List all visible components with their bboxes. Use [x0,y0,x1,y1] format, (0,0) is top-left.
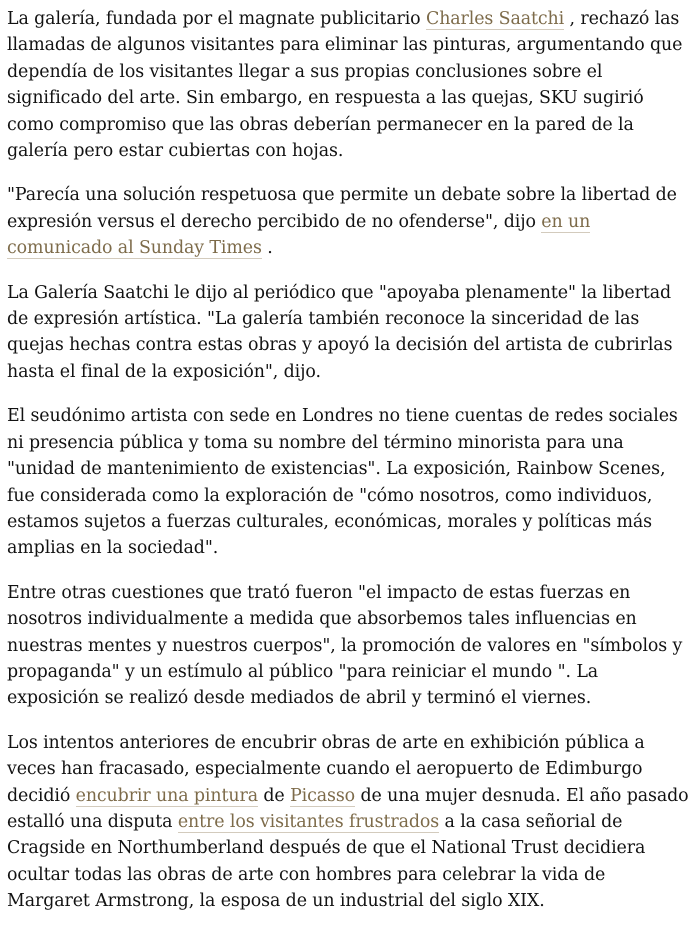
paragraph-previous-attempts [7,730,692,915]
paragraph-text: a la casa señorial de Cragside en Northumberland después de que el National Trust decidiera ocultar todas las obras de arte con hombres para celebrar la vida de Margaret Armstrong, la esposa de un industrial del siglo XIX. [7,811,646,912]
paragraph-quote-solution [7,182,692,261]
paragraph-exhibition-themes [7,580,692,712]
link-picasso[interactable]: Picasso [290,785,356,806]
paragraph-text: . [261,238,273,259]
paragraph-text: de una mujer desnuda. El año pasado estalló una disputa [7,785,689,832]
paragraph-artist-pseudonym [7,403,692,561]
link-frustrated-visitors[interactable]: entre los visitantes frustrados [177,811,440,832]
paragraph-saatchi [7,6,692,164]
paragraph-gallery-support [7,280,692,386]
link-sunday-times-statement[interactable]: en un comunicado al Sunday Times [7,211,591,259]
paragraph-text: Entre otras cuestiones que trató fueron "el impacto de estas fuerzas en nosotros individualmente a medida que absorbemos tales influencias en nuestras mentes y nuestros cuerpos", la promoción de valores en "símbolos y propaganda" y un estímulo al público "para reiniciar el mundo ". La exposición se realizó desde mediados de abril y terminó el viernes. [7,582,683,709]
link-cover-painting[interactable]: encubrir una pintura [75,785,258,806]
paragraph-text: , rechazó las llamadas de algunos visitantes para eliminar las pinturas, argumentando que dependía de los visitantes llegar a sus propias conclusiones sobre el significado del arte. Sin embargo, en respuesta a las quejas, SKU sugirió como compromiso que las obras deberían permanecer en la pared de la galería pero estar cubiertas con hojas. [7,9,683,162]
paragraph-text: "Parecía una solución respetuosa que permite un debate sobre la libertad de expresión versus el derecho percibido de no ofenderse", dijo [7,185,677,232]
paragraph-text: Los intentos anteriores de encubrir obras de arte en exhibición pública a veces han fracasado, especialmente cuando el aeropuerto de Edimburgo decidió [7,732,645,806]
paragraph-text: de [257,785,291,806]
paragraph-text: La galería, fundada por el magnate publicitario [7,9,426,29]
link-charles-saatchi[interactable]: Charles Saatchi [425,9,565,29]
paragraph-text: El seudónimo artista con sede en Londres no tiene cuentas de redes sociales ni presencia pública y toma su nombre del término minorista para una "unidad de mantenimiento de existencias". La exposición, Rainbow Scenes, fue considerada como la exploración de "cómo nosotros, como individuos, estamos sujetos a fuerzas culturales, económicas, morales y políticas más amplias en la sociedad". [7,406,678,559]
paragraph-text: La Galería Saatchi le dijo al periódico que "apoyaba plenamente" la libertad de expresión artística. "La galería también reconoce la sinceridad de las quejas hechas contra estas obras y apoyó la decisión del artista de cubrirlas hasta el final de la exposición", dijo. [7,282,673,382]
